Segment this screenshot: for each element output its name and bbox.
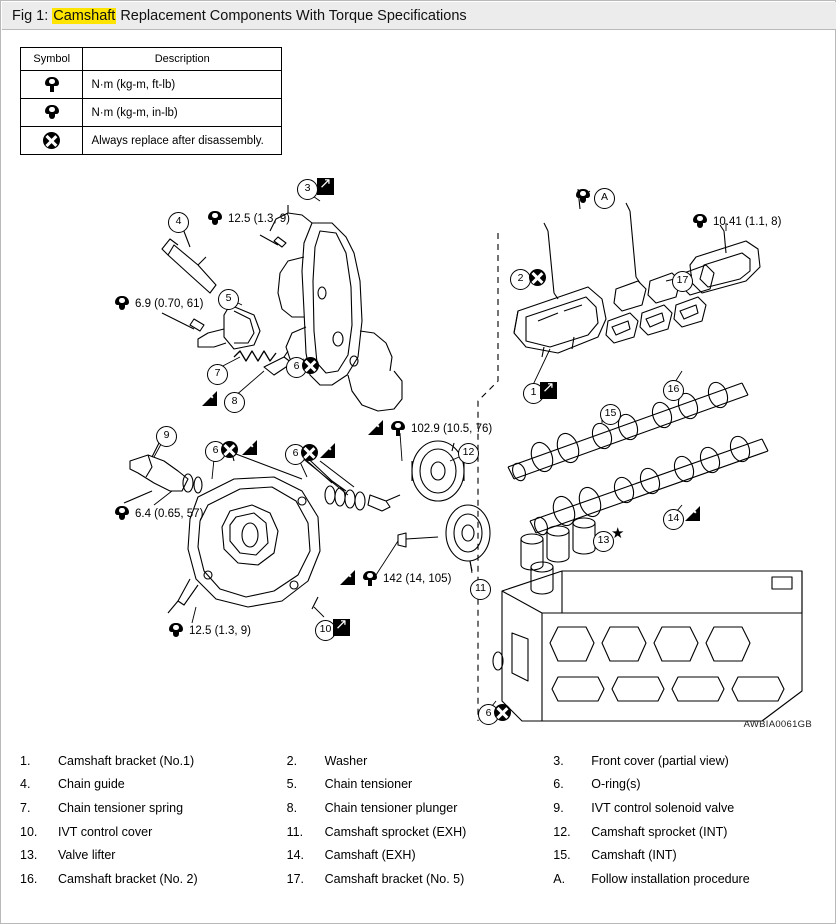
part-label: Camshaft (INT) [591, 848, 677, 863]
callout-6-c: 6 [285, 444, 306, 465]
procedure-arrow-icon [317, 178, 334, 195]
callout-a: A [594, 188, 615, 209]
callout-14: 14 [663, 509, 684, 530]
list-item [553, 777, 820, 791]
exploded-view-illustration [2, 161, 836, 736]
bolt-inlb-icon [692, 214, 708, 229]
bolt-ftlb-icon [390, 421, 406, 436]
part-number: 11. [286, 824, 304, 839]
figure-title-highlight: Camshaft [53, 7, 116, 24]
part-label: IVT control solenoid valve [591, 800, 735, 815]
callout-4: 4 [168, 212, 189, 233]
part-number: A. [553, 871, 566, 886]
list-item [20, 825, 287, 839]
torque-value: 6.4 (0.65, 57) [135, 507, 204, 520]
list-item [553, 872, 820, 886]
list-item [20, 777, 287, 791]
legend-row [21, 127, 282, 155]
list-item [287, 825, 554, 839]
callout-11: 11 [470, 579, 491, 600]
legend-description: Always replace after disassembly. [83, 127, 282, 155]
list-item [287, 777, 554, 791]
part-number: 17. [286, 871, 305, 886]
callout-17: 17 [672, 271, 693, 292]
part-label: O-ring(s) [591, 777, 641, 792]
part-number: 2. [286, 753, 298, 768]
figure-title-rest: Replacement Components With Torque Specifications [120, 7, 467, 24]
procedure-arrow-icon [333, 619, 350, 636]
list-item [287, 801, 554, 815]
bolt-inlb-icon [114, 506, 130, 521]
part-label: Camshaft sprocket (INT) [591, 824, 728, 839]
part-label: Chain tensioner plunger [324, 800, 458, 815]
grease-triangle-icon [242, 440, 257, 455]
callout-13: 13 [593, 531, 614, 552]
callout-9: 9 [156, 426, 177, 447]
part-number: 8. [286, 800, 298, 815]
list-item [287, 872, 554, 886]
part-number: 7. [20, 800, 31, 815]
grease-triangle-icon [368, 420, 383, 435]
callout-6-d: 6 [478, 704, 499, 725]
list-item [20, 754, 287, 768]
legend-symbol-cell [21, 99, 83, 127]
callout-2: 2 [510, 269, 531, 290]
replace-x-icon [43, 132, 60, 149]
torque-spec [390, 421, 492, 436]
torque-spec [207, 211, 290, 226]
part-label: Chain guide [58, 777, 125, 792]
figure-image-code: AWBIA0061GB [743, 719, 812, 730]
part-number: 14. [286, 848, 305, 863]
engine-exploded-diagram [2, 161, 836, 736]
grease-triangle-icon [685, 506, 700, 521]
torque-spec [114, 506, 203, 521]
callout-1: 1 [523, 383, 544, 404]
part-label: Camshaft bracket (No. 5) [324, 871, 465, 886]
replace-x-icon [494, 704, 511, 721]
part-label: Follow installation procedure [591, 871, 750, 886]
torque-spec [362, 571, 451, 586]
parts-row [20, 796, 820, 820]
part-label: Chain tensioner spring [58, 800, 184, 815]
bolt-ftlb-icon [44, 77, 60, 92]
callout-5: 5 [218, 289, 239, 310]
parts-row [20, 867, 820, 891]
part-label: Chain tensioner [324, 777, 413, 792]
callout-8: 8 [224, 392, 245, 413]
legend-header-row [21, 48, 282, 71]
list-item [287, 754, 554, 768]
parts-row [20, 820, 820, 844]
torque-spec [114, 296, 203, 311]
part-number: 15. [553, 848, 571, 863]
part-number: 16. [20, 871, 38, 886]
list-item [287, 848, 554, 862]
replace-x-icon [302, 357, 319, 374]
symbol-legend-table [20, 47, 282, 155]
callout-10: 10 [315, 620, 336, 641]
part-number: 9. [553, 800, 564, 815]
list-item [553, 754, 820, 768]
torque-value: 12.5 (1.3, 9) [228, 212, 291, 225]
part-label: Camshaft bracket (No. 2) [58, 871, 198, 886]
part-number: 5. [286, 777, 298, 792]
part-number: 3. [553, 753, 564, 768]
torque-spec [168, 623, 251, 638]
bolt-ftlb-icon [362, 571, 378, 586]
parts-legend-list [20, 749, 820, 891]
grease-triangle-icon [320, 443, 335, 458]
legend-header-description: Description [83, 48, 282, 71]
bolt-inlb-icon [168, 623, 184, 638]
grease-triangle-icon [202, 391, 217, 406]
torque-value: 142 (14, 105) [383, 572, 452, 585]
callout-7: 7 [207, 364, 228, 385]
torque-value: 12.5 (1.3, 9) [189, 624, 252, 637]
part-label: Camshaft bracket (No.1) [58, 753, 195, 768]
part-label: Washer [324, 753, 368, 768]
part-number: 10. [20, 824, 38, 839]
callout-6-b: 6 [205, 441, 226, 462]
legend-symbol-cell [21, 127, 83, 155]
part-label: Camshaft sprocket (EXH) [324, 824, 467, 839]
torque-spec [692, 214, 781, 229]
figure-title-bar [2, 2, 836, 30]
parts-row [20, 773, 820, 797]
bolt-inlb-icon [575, 189, 591, 204]
list-item [20, 801, 287, 815]
part-label: IVT control cover [58, 824, 153, 839]
list-item [20, 848, 287, 862]
part-number: 1. [20, 753, 31, 768]
callout-6: 6 [286, 357, 307, 378]
star-marker-icon: ★ [611, 525, 625, 542]
list-item [553, 848, 820, 862]
replace-x-icon [529, 269, 546, 286]
part-number: 6. [553, 777, 564, 792]
replace-x-icon [221, 441, 238, 458]
callout-3: 3 [297, 179, 318, 200]
callout-15: 15 [600, 404, 621, 425]
part-number: 12. [553, 824, 571, 839]
part-number: 13. [20, 848, 38, 863]
legend-description: N·m (kg-m, ft-lb) [83, 71, 282, 99]
torque-value: 10.41 (1.1, 8) [713, 215, 782, 228]
callout-16: 16 [663, 380, 684, 401]
legend-row [21, 71, 282, 99]
callout-12: 12 [458, 443, 479, 464]
part-label: Camshaft (EXH) [324, 848, 416, 863]
legend-row [21, 99, 282, 127]
bolt-inlb-icon [114, 296, 130, 311]
part-label: Front cover (partial view) [591, 753, 729, 768]
list-item [20, 872, 287, 886]
list-item [553, 825, 820, 839]
parts-row [20, 843, 820, 867]
torque-value: 6.9 (0.70, 61) [135, 297, 204, 310]
torque-value: 102.9 (10.5, 76) [411, 422, 493, 435]
legend-header-symbol: Symbol [21, 48, 83, 71]
procedure-arrow-icon [540, 382, 557, 399]
parts-row [20, 749, 820, 773]
part-number: 4. [20, 777, 31, 792]
legend-symbol-cell [21, 71, 83, 99]
part-label: Valve lifter [58, 848, 116, 863]
list-item [553, 801, 820, 815]
replace-x-icon [301, 444, 318, 461]
legend-description: N·m (kg-m, in-lb) [83, 99, 282, 127]
bolt-inlb-icon [44, 105, 60, 120]
grease-triangle-icon [340, 570, 355, 585]
figure-title-prefix: Fig 1: [12, 7, 49, 24]
bolt-inlb-icon [207, 211, 223, 226]
